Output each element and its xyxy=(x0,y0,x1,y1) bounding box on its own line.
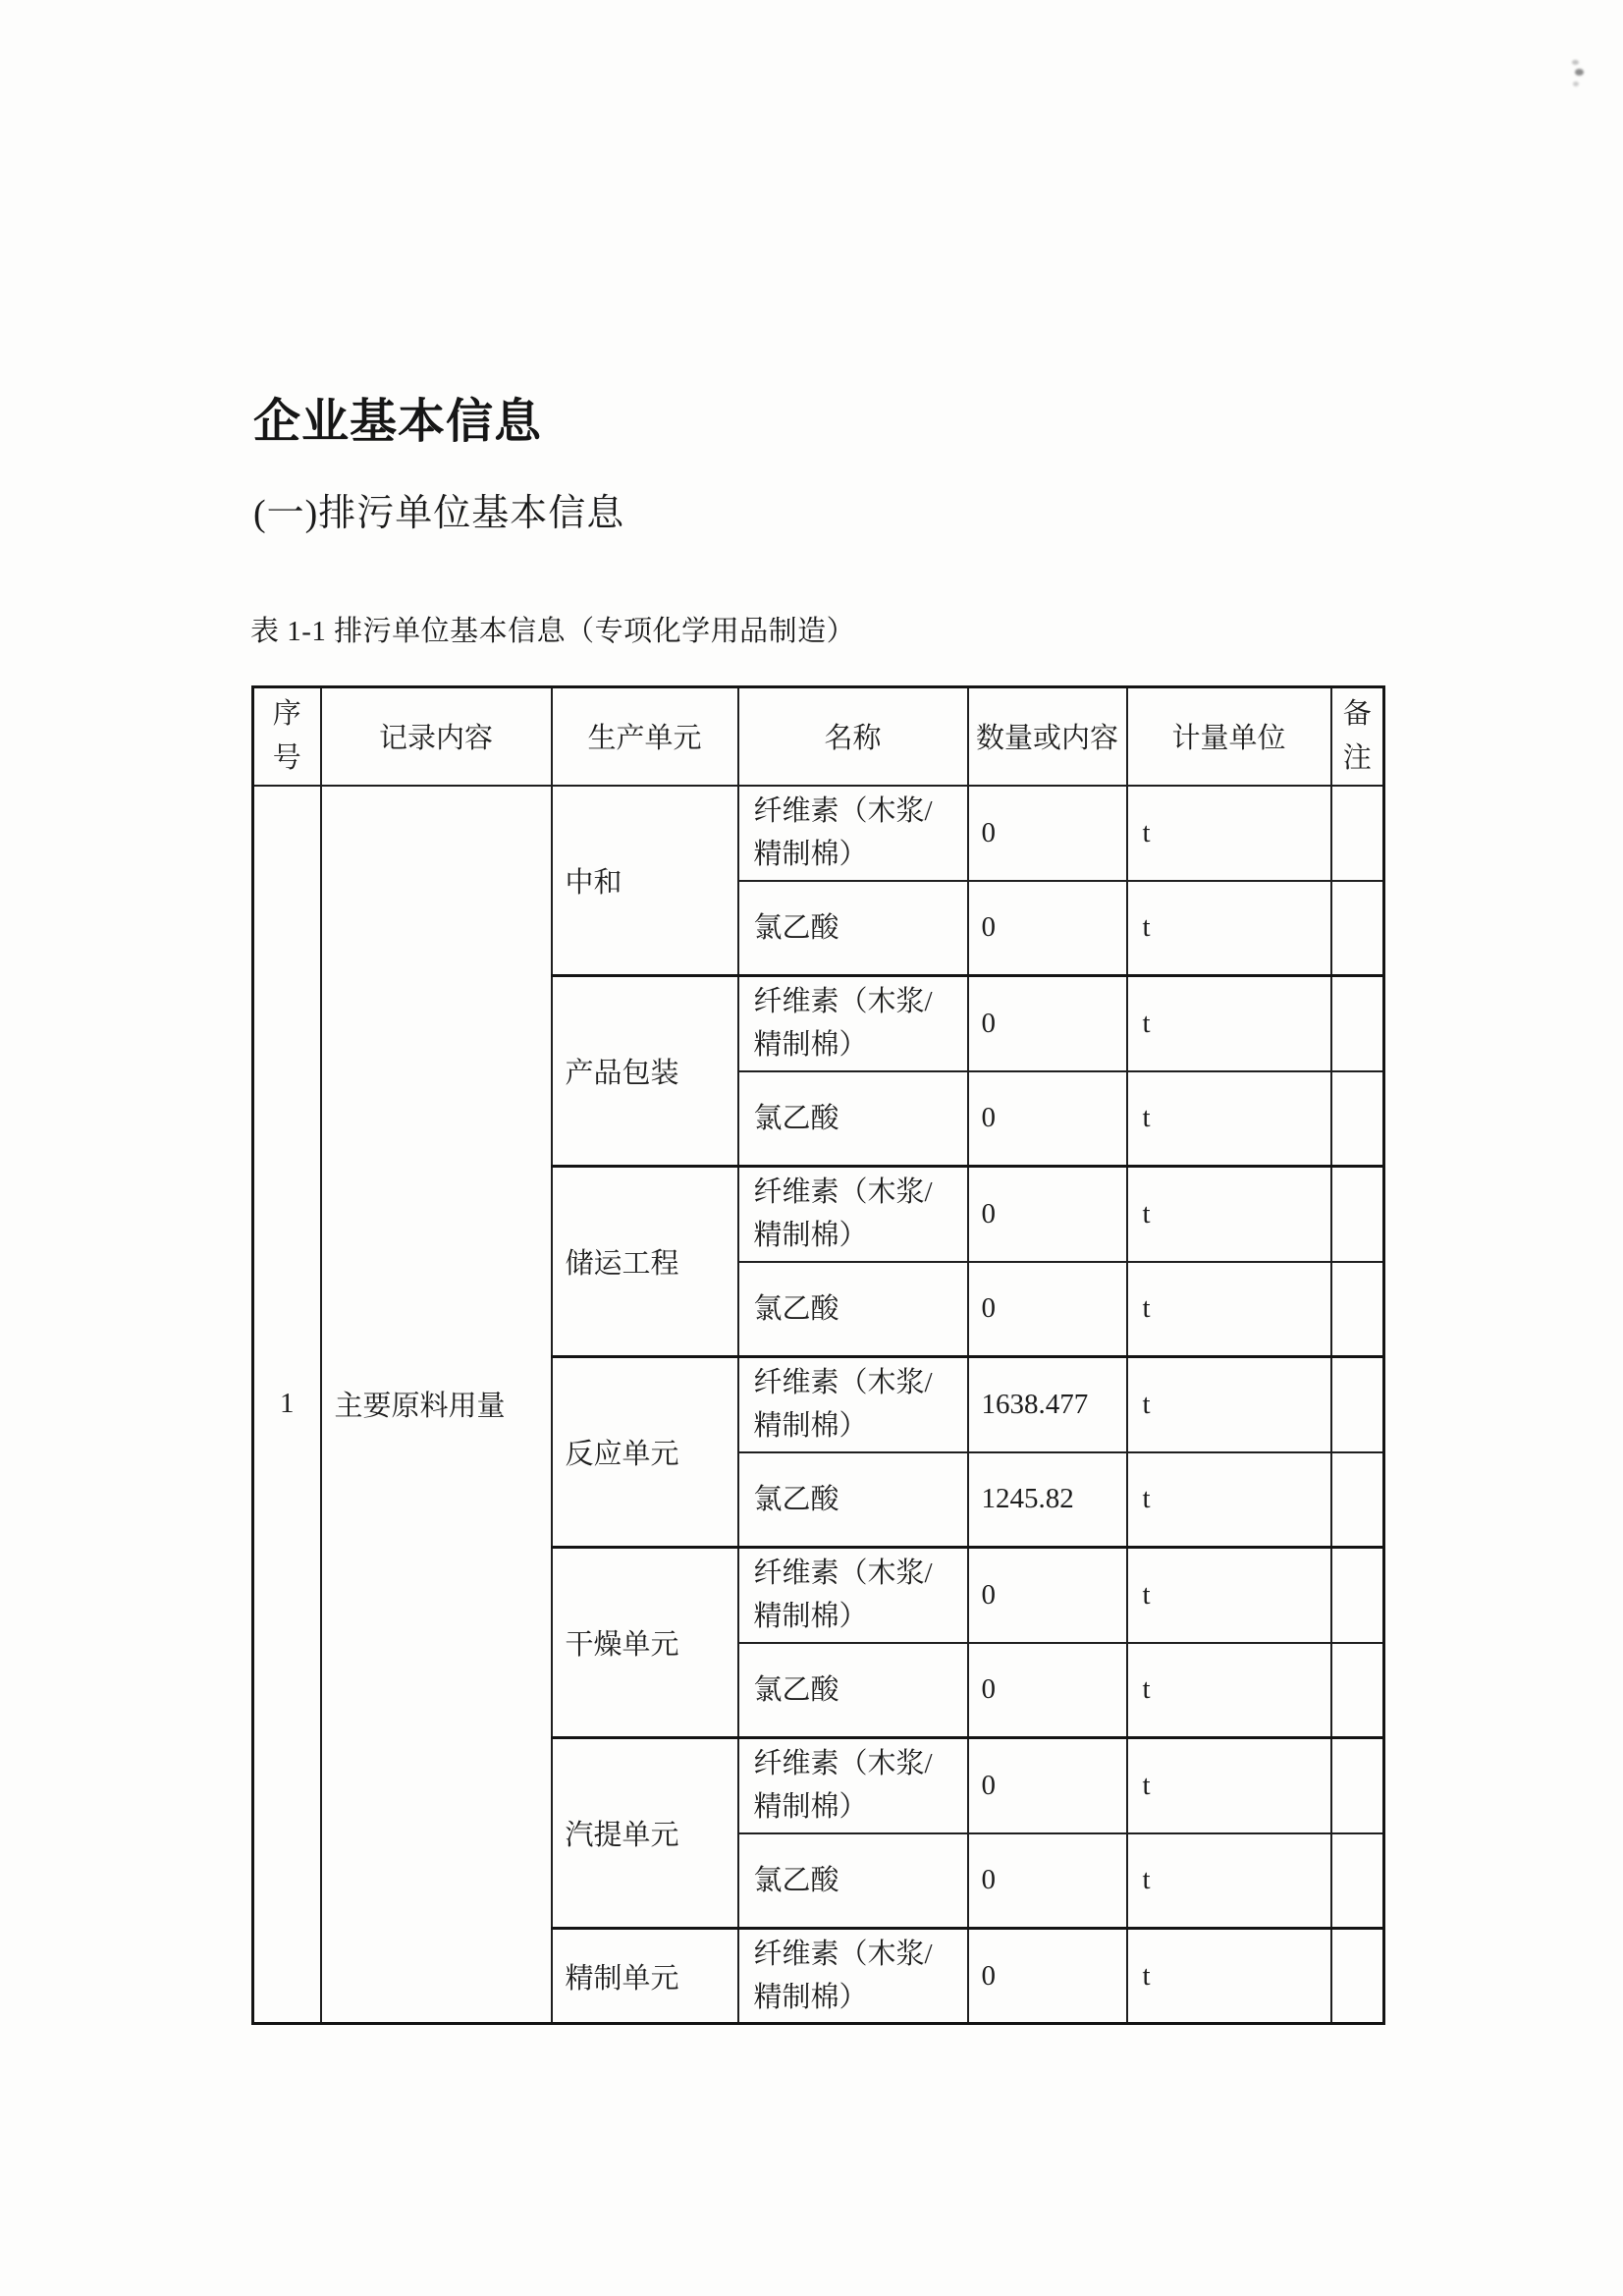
scan-speck xyxy=(1572,60,1579,65)
col-header-record-content: 记录内容 xyxy=(321,687,552,786)
quantity-cell: 1245.82 xyxy=(968,1452,1127,1548)
col-header-unit: 计量单位 xyxy=(1127,687,1331,786)
col-header-quantity: 数量或内容 xyxy=(968,687,1127,786)
unit-cell: t xyxy=(1127,1167,1331,1262)
unit-cell: t xyxy=(1127,1929,1331,2024)
material-name-cell: 氯乙酸 xyxy=(738,1262,968,1357)
unit-cell: t xyxy=(1127,1262,1331,1357)
note-cell xyxy=(1331,786,1384,881)
quantity-cell: 0 xyxy=(968,976,1127,1071)
serial-cell: 1 xyxy=(253,786,321,2024)
note-cell xyxy=(1331,1167,1384,1262)
material-name-cell: 氯乙酸 xyxy=(738,1833,968,1929)
note-cell xyxy=(1331,1929,1384,2024)
material-name-cell: 纤维素（木浆/精制棉） xyxy=(738,976,968,1071)
header-row xyxy=(253,687,1384,786)
material-name-cell: 纤维素（木浆/精制棉） xyxy=(738,1167,968,1262)
record-content-cell: 主要原料用量 xyxy=(321,786,552,2024)
col-header-serial xyxy=(253,687,321,786)
col-header-name: 名称 xyxy=(738,687,968,786)
col-header-note-label: 备注 xyxy=(1342,697,1372,774)
production-unit-cell: 储运工程 xyxy=(552,1167,738,1357)
quantity-cell: 0 xyxy=(968,1071,1127,1167)
unit-cell: t xyxy=(1127,881,1331,976)
material-name-cell: 氯乙酸 xyxy=(738,1452,968,1548)
unit-cell: t xyxy=(1127,786,1331,881)
col-header-production-unit: 生产单元 xyxy=(552,687,738,786)
material-name-cell: 纤维素（木浆/精制棉） xyxy=(738,786,968,881)
note-cell xyxy=(1331,1071,1384,1167)
material-name-cell: 纤维素（木浆/精制棉） xyxy=(738,1548,968,1643)
note-cell xyxy=(1331,1833,1384,1929)
table-caption: 表 1-1 排污单位基本信息（专项化学用品制造） xyxy=(250,616,856,647)
unit-cell: t xyxy=(1127,1738,1331,1833)
production-unit-cell: 汽提单元 xyxy=(552,1738,738,1929)
material-name-cell: 氯乙酸 xyxy=(738,1643,968,1738)
production-unit-cell: 反应单元 xyxy=(552,1357,738,1548)
note-cell xyxy=(1331,881,1384,976)
scan-speck xyxy=(1575,69,1584,76)
quantity-cell: 0 xyxy=(968,1643,1127,1738)
unit-cell: t xyxy=(1127,1643,1331,1738)
quantity-cell: 0 xyxy=(968,1738,1127,1833)
material-name-cell: 纤维素（木浆/精制棉） xyxy=(738,1738,968,1833)
production-unit-cell: 精制单元 xyxy=(552,1929,738,2024)
quantity-cell: 0 xyxy=(968,1548,1127,1643)
production-unit-cell: 产品包装 xyxy=(552,976,738,1167)
page-title: 企业基本信息 xyxy=(253,396,543,448)
basic-info-table xyxy=(251,685,1385,2025)
scan-speck xyxy=(1573,82,1579,86)
quantity-cell: 0 xyxy=(968,1167,1127,1262)
unit-cell: t xyxy=(1127,1548,1331,1643)
note-cell xyxy=(1331,1357,1384,1452)
note-cell xyxy=(1331,1452,1384,1548)
quantity-cell: 0 xyxy=(968,1833,1127,1929)
quantity-cell: 0 xyxy=(968,1262,1127,1357)
material-name-cell: 氯乙酸 xyxy=(738,1071,968,1167)
material-name-cell: 纤维素（木浆/精制棉） xyxy=(738,1357,968,1452)
unit-cell: t xyxy=(1127,1452,1331,1548)
quantity-cell: 0 xyxy=(968,881,1127,976)
unit-cell: t xyxy=(1127,1357,1331,1452)
section-heading: (一)排污单位基本信息 xyxy=(253,493,625,534)
quantity-cell: 1638.477 xyxy=(968,1357,1127,1452)
col-header-note xyxy=(1331,687,1384,786)
note-cell xyxy=(1331,1262,1384,1357)
note-cell xyxy=(1331,1643,1384,1738)
note-cell xyxy=(1331,1548,1384,1643)
production-unit-cell: 中和 xyxy=(552,786,738,976)
note-cell xyxy=(1331,976,1384,1071)
quantity-cell: 0 xyxy=(968,786,1127,881)
production-unit-cell: 干燥单元 xyxy=(552,1548,738,1738)
material-name-cell: 氯乙酸 xyxy=(738,881,968,976)
unit-cell: t xyxy=(1127,1833,1331,1929)
quantity-cell: 0 xyxy=(968,1929,1127,2024)
unit-cell: t xyxy=(1127,1071,1331,1167)
note-cell xyxy=(1331,1738,1384,1833)
table-row xyxy=(253,786,1384,881)
col-header-serial-label: 序号 xyxy=(272,697,301,774)
unit-cell: t xyxy=(1127,976,1331,1071)
material-name-cell: 纤维素（木浆/精制棉） xyxy=(738,1929,968,2024)
